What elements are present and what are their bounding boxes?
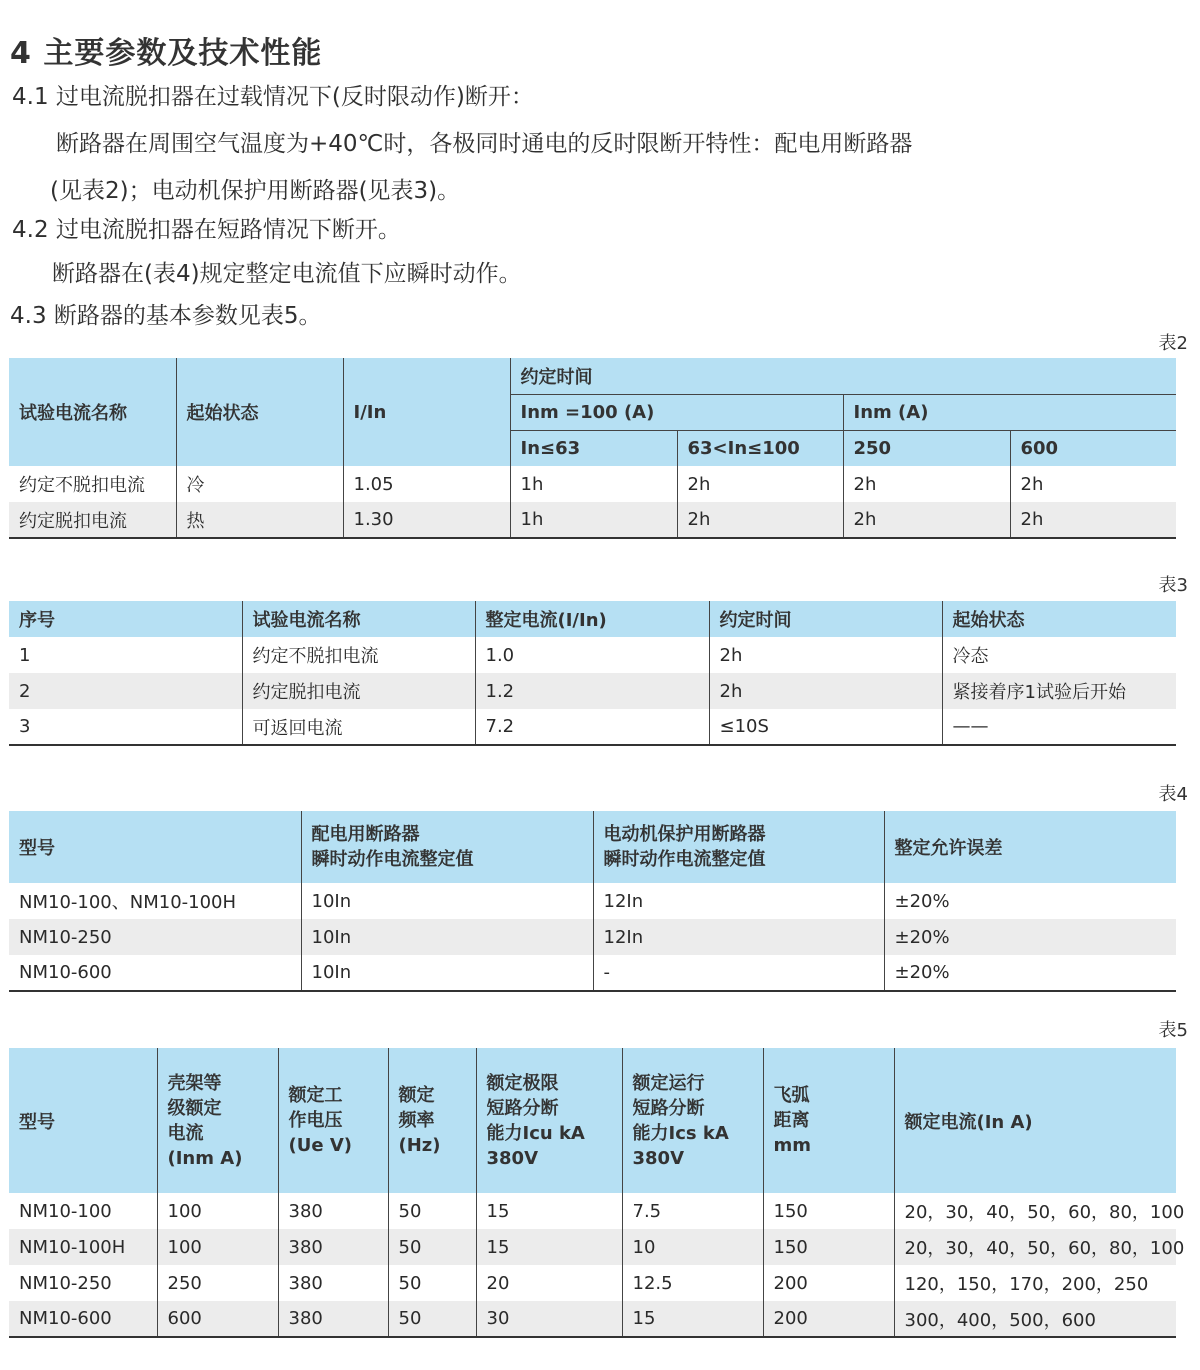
table-cell: 200 bbox=[763, 1265, 894, 1301]
table-cell: 1 bbox=[9, 637, 242, 673]
table-cell: - bbox=[593, 955, 884, 991]
table-cell: 15 bbox=[476, 1193, 622, 1229]
table-cell: 12.5 bbox=[622, 1265, 763, 1301]
table-cell: 1.30 bbox=[343, 502, 510, 538]
table-cell: 2h bbox=[1020, 473, 1044, 495]
t3-header-time: 约定时间 bbox=[709, 601, 942, 637]
table-cell: 15 bbox=[622, 1301, 763, 1337]
t4-header-distribution: 配电用断路器 瞬时动作电流整定值 bbox=[301, 811, 593, 883]
table-cell: NM10-600 bbox=[9, 955, 301, 991]
table-cell: 380 bbox=[278, 1193, 388, 1229]
t5-header-voltage: 额定工 作电压 (Ue V) bbox=[278, 1048, 388, 1193]
paragraph-4-1: 4.1 过电流脱扣器在过载情况下(反时限动作)断开： bbox=[12, 84, 534, 110]
t2-header-time: 约定时间 bbox=[510, 358, 1176, 394]
table-cell: NM10-250 bbox=[9, 919, 301, 955]
t2-header-state: 起始状态 bbox=[176, 358, 343, 466]
table-cell: 3 bbox=[9, 709, 242, 745]
table-cell: ≤10S bbox=[709, 709, 942, 745]
t5-header-arc-distance: 飞弧 距离 mm bbox=[763, 1048, 894, 1193]
table-cell: 12In bbox=[593, 883, 884, 919]
table-cell: 250 bbox=[157, 1265, 278, 1301]
table-row bbox=[9, 1265, 1176, 1301]
table-cell: 12In bbox=[593, 919, 884, 955]
t5-header-icu: 额定极限 短路分断 能力Icu kA 380V bbox=[476, 1048, 622, 1193]
table4 bbox=[9, 811, 1176, 992]
table-cell: 约定脱扣电流 bbox=[242, 673, 475, 709]
t2-header-name: 试验电流名称 bbox=[9, 358, 176, 466]
table-cell: 约定不脱扣电流 bbox=[242, 637, 475, 673]
table-cell: 50 bbox=[388, 1265, 476, 1301]
table-row bbox=[9, 1193, 1176, 1229]
table-cell: NM10-100 bbox=[9, 1193, 157, 1229]
table-cell: 约定脱扣电流 bbox=[9, 502, 176, 538]
table2 bbox=[9, 358, 1176, 539]
table-cell: 20，30，40，50，60，80，100 bbox=[894, 1229, 1176, 1265]
t5-header-ics: 额定运行 短路分断 能力Ics kA 380V bbox=[622, 1048, 763, 1193]
table-cell: 100 bbox=[157, 1193, 278, 1229]
table-cell: 2h bbox=[677, 502, 843, 538]
table-row bbox=[9, 709, 1176, 745]
table-cell: 10In bbox=[301, 883, 593, 919]
table-row bbox=[9, 673, 1176, 709]
table-cell: 120，150，170，200，250 bbox=[904, 1274, 1149, 1295]
paragraph-4-2: 4.2 过电流脱扣器在短路情况下断开。 bbox=[12, 217, 401, 243]
table2-caption: 表2 bbox=[1158, 333, 1188, 354]
table-cell: 50 bbox=[388, 1193, 476, 1229]
table-cell: 2h bbox=[709, 673, 942, 709]
table-cell: 150 bbox=[763, 1229, 894, 1265]
table-cell: 2h bbox=[843, 502, 1010, 538]
table-cell: 1h bbox=[510, 466, 677, 502]
t4-header-model: 型号 bbox=[9, 811, 301, 883]
t5-header-frame-current: 壳架等 级额定 电流 (Inm A) bbox=[157, 1048, 278, 1193]
table-cell: 10In bbox=[301, 919, 593, 955]
t5-header-frequency: 额定 频率 (Hz) bbox=[388, 1048, 476, 1193]
table-cell: 300，400，500，600 bbox=[894, 1301, 1176, 1337]
table-cell: 100 bbox=[157, 1229, 278, 1265]
table-cell: 50 bbox=[388, 1229, 476, 1265]
table-cell: 10 bbox=[622, 1229, 763, 1265]
table-cell: 380 bbox=[278, 1265, 388, 1301]
table-cell: ±20% bbox=[884, 919, 1176, 955]
t3-header-name: 试验电流名称 bbox=[242, 601, 475, 637]
table-cell: 紧接着序1试验后开始 bbox=[942, 673, 1176, 709]
table-cell: 热 bbox=[176, 502, 343, 538]
table3 bbox=[9, 601, 1176, 746]
t5-header-model: 型号 bbox=[9, 1048, 157, 1193]
t4-header-tolerance: 整定允许误差 bbox=[884, 811, 1176, 883]
table5-caption: 表5 bbox=[1158, 1020, 1188, 1041]
table-cell: 冷 bbox=[176, 466, 343, 502]
table5 bbox=[9, 1048, 1185, 1338]
t2-header-sub4: 600 bbox=[1010, 430, 1176, 466]
table-cell: 20，30，40，50，60，80，100 bbox=[904, 1202, 1185, 1223]
t2-header-sub1: In≤63 bbox=[510, 430, 677, 466]
t2-header-group2: Inm (A) bbox=[843, 394, 1176, 430]
table-row bbox=[9, 1229, 1176, 1265]
table-cell: 1.0 bbox=[475, 637, 709, 673]
table-cell: 2 bbox=[9, 673, 242, 709]
table-cell: 30 bbox=[476, 1301, 622, 1337]
table-cell: 7.5 bbox=[622, 1193, 763, 1229]
table-row bbox=[9, 919, 1176, 955]
t3-header-state: 起始状态 bbox=[942, 601, 1176, 637]
table-cell: 10In bbox=[301, 955, 593, 991]
table-cell: 1.2 bbox=[475, 673, 709, 709]
table-cell: 2h bbox=[843, 466, 1010, 502]
table-cell: 2h bbox=[1010, 502, 1176, 538]
table4-caption: 表4 bbox=[1158, 784, 1188, 805]
table-row bbox=[9, 955, 1176, 991]
paragraph-4-1-body: 断路器在周围空气温度为+40℃时，各极同时通电的反时限断开特性：配电用断路器 bbox=[56, 131, 913, 157]
table-row bbox=[9, 637, 1176, 673]
table-cell: NM10-100、NM10-100H bbox=[9, 883, 301, 919]
table3-caption: 表3 bbox=[1158, 575, 1188, 596]
t5-header-rated-current: 额定电流(In A) bbox=[894, 1048, 1176, 1193]
table-cell: 150 bbox=[763, 1193, 894, 1229]
table-cell: NM10-250 bbox=[9, 1265, 157, 1301]
paragraph-4-1-body-cont: (见表2)；电动机保护用断路器(见表3)。 bbox=[50, 178, 461, 204]
table-cell: 20 bbox=[476, 1265, 622, 1301]
table-cell: 1.05 bbox=[343, 466, 510, 502]
table-cell: 380 bbox=[278, 1229, 388, 1265]
t3-header-index: 序号 bbox=[9, 601, 242, 637]
table-row bbox=[9, 466, 1176, 502]
t4-header-motor: 电动机保护用断路器 瞬时动作电流整定值 bbox=[593, 811, 884, 883]
table-cell: —— bbox=[942, 709, 1176, 745]
t3-header-setting: 整定电流(I/In) bbox=[475, 601, 709, 637]
t2-header-ratio: I/In bbox=[343, 358, 510, 466]
table-cell: 2h bbox=[677, 466, 843, 502]
table-cell: 15 bbox=[476, 1229, 622, 1265]
table-cell: 50 bbox=[388, 1301, 476, 1337]
table-cell: 约定不脱扣电流 bbox=[9, 466, 176, 502]
table-cell: NM10-100H bbox=[9, 1229, 157, 1265]
section-heading: 4 主要参数及技术性能 bbox=[10, 36, 323, 71]
table-row bbox=[9, 1301, 1176, 1337]
table-cell: 可返回电流 bbox=[242, 709, 475, 745]
table-cell: ±20% bbox=[894, 890, 950, 912]
paragraph-4-3: 4.3 断路器的基本参数见表5。 bbox=[10, 303, 322, 329]
table-row bbox=[9, 883, 1176, 919]
table-row bbox=[9, 502, 1176, 538]
table-cell: ±20% bbox=[884, 955, 1176, 991]
table-cell: 2h bbox=[709, 637, 942, 673]
table-cell: 380 bbox=[278, 1301, 388, 1337]
table-cell: 冷态 bbox=[952, 646, 989, 667]
table-cell: NM10-600 bbox=[9, 1301, 157, 1337]
table-cell: 200 bbox=[763, 1301, 894, 1337]
t2-header-group1: Inm =100 (A) bbox=[510, 394, 843, 430]
paragraph-4-2-body: 断路器在(表4)规定整定电流值下应瞬时动作。 bbox=[52, 261, 522, 287]
t2-header-sub3: 250 bbox=[843, 430, 1010, 466]
table-cell: 7.2 bbox=[475, 709, 709, 745]
table-cell: 600 bbox=[157, 1301, 278, 1337]
table-cell: 1h bbox=[510, 502, 677, 538]
t2-header-sub2: 63<In≤100 bbox=[677, 430, 843, 466]
